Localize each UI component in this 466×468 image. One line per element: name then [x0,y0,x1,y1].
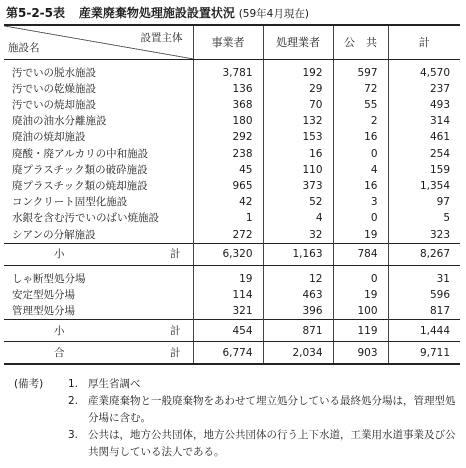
value-contractor: 192 [263,59,333,81]
col-header-total: 計 [388,25,460,59]
col-header-public: 公 共 [333,25,388,59]
value-total: 4,570 [388,59,460,81]
value-public: 16 [333,178,388,194]
value-total: 1,354 [388,178,460,194]
table-heading: 産業廃棄物処理施設設置状況 [78,6,235,20]
value-business: 272 [193,227,263,244]
value-business: 368 [193,97,263,113]
facility-name: 廃油の油水分離施設 [12,115,107,128]
value-public: 0 [333,146,388,162]
value-public: 72 [333,81,388,97]
subtotal-business: 6,320 [193,243,263,265]
value-total: 31 [388,265,460,287]
value-public: 4 [333,162,388,178]
facility-table [4,24,460,365]
value-total: 323 [388,227,460,244]
subtotal-business: 454 [193,320,263,342]
facility-row [4,178,460,194]
subtotal-total: 1,444 [388,320,460,342]
value-contractor: 153 [263,129,333,145]
facility-row [4,59,460,81]
facility-name: シアンの分解施設 [12,228,96,241]
value-public: 19 [333,287,388,303]
value-business: 321 [193,303,263,320]
value-total: 461 [388,129,460,145]
facility-row [4,162,460,178]
facility-name: 廃プラスチック類の破砕施設 [12,163,148,176]
facility-row [4,97,460,113]
value-total: 5 [388,210,460,226]
value-business: 292 [193,129,263,145]
facility-row [4,194,460,210]
table-date: (59年4月現在) [238,8,309,20]
value-contractor: 70 [263,97,333,113]
value-contractor: 4 [263,210,333,226]
value-public: 0 [333,210,388,226]
value-contractor: 12 [263,265,333,287]
notes [14,376,459,461]
value-total: 596 [388,287,460,303]
facility-name: コンクリート固型化施設 [12,196,128,209]
grand-total-contractor: 2,034 [263,342,333,365]
value-contractor: 29 [263,81,333,97]
facility-row [4,265,460,287]
subtotal-public: 119 [333,320,388,342]
facility-row [4,129,460,145]
subtotal-row [4,243,460,265]
facility-row [4,287,460,303]
value-business: 114 [193,287,263,303]
value-total: 254 [388,146,460,162]
corner-header-cell [4,25,193,59]
facility-name: 安定型処分場 [12,288,75,301]
note-2: 2. 産業廃棄物と一般廃棄物をあわせて埋立処分している最終処分場は，管理型処分場に含む。 [68,395,456,424]
facility-row [4,81,460,97]
value-business: 45 [193,162,263,178]
value-business: 42 [193,194,263,210]
subtotal-contractor: 871 [263,320,333,342]
value-public: 597 [333,59,388,81]
value-business: 238 [193,146,263,162]
col-header-business: 事業者 [193,25,263,59]
facility-name: 管理型処分場 [12,305,75,318]
value-total: 237 [388,81,460,97]
facility-row [4,146,460,162]
value-total: 159 [388,162,460,178]
facility-row [4,210,460,226]
value-total: 97 [388,194,460,210]
value-business: 180 [193,113,263,129]
value-contractor: 132 [263,113,333,129]
facility-name: 廃酸・廃アルカリの中和施設 [12,147,149,160]
subtotal-row [4,320,460,342]
facility-name: 汚でいの乾燥施設 [12,82,96,95]
grand-total-public: 903 [333,342,388,365]
facility-name: 廃油の焼却施設 [12,131,86,144]
col-header-contractor: 処理業者 [263,25,333,59]
table-title [6,4,309,21]
value-public: 55 [333,97,388,113]
facility-name: 汚でいの脱水施設 [12,66,96,79]
value-contractor: 32 [263,227,333,244]
facility-name: しゃ断型処分場 [12,272,86,285]
grand-total-row [4,342,460,365]
subtotal-label: 小 計 [4,320,193,342]
facility-name: 廃プラスチック類の焼却施設 [12,179,148,192]
value-contractor: 16 [263,146,333,162]
facility-row [4,303,460,320]
value-contractor: 463 [263,287,333,303]
value-public: 2 [333,113,388,129]
grand-total-total: 9,711 [388,342,460,365]
subtotal-total: 8,267 [388,243,460,265]
facility-row [4,227,460,244]
value-contractor: 110 [263,162,333,178]
value-public: 3 [333,194,388,210]
header-row [4,25,460,59]
facility-row [4,113,460,129]
facility-name: 汚でいの焼却施設 [12,98,96,111]
corner-header-owner: 設置主体 [140,32,183,44]
grand-total-label: 合 計 [4,342,193,365]
value-public: 100 [333,303,388,320]
facility-name: 水銀を含む汚でいのばい焼施設 [12,212,159,225]
subtotal-contractor: 1,163 [263,243,333,265]
value-contractor: 396 [263,303,333,320]
value-public: 16 [333,129,388,145]
value-contractor: 373 [263,178,333,194]
note-3: 3. 公共は，地方公共団体，地方公共団体の行う上下水道，工業用水道事業及び公共関与している法人である。 [68,429,456,458]
value-business: 3,781 [193,59,263,81]
value-business: 965 [193,178,263,194]
value-total: 817 [388,303,460,320]
value-business: 19 [193,265,263,287]
value-total: 314 [388,113,460,129]
value-business: 1 [193,210,263,226]
corner-header-facility: 施設名 [8,41,40,54]
value-public: 0 [333,265,388,287]
table-number: 第5-2-5表 [6,6,66,20]
grand-total-business: 6,774 [193,342,263,365]
value-business: 136 [193,81,263,97]
subtotal-public: 784 [333,243,388,265]
value-public: 19 [333,227,388,244]
note-1: (備考) 1. 厚生省調べ [14,376,459,393]
subtotal-label: 小 計 [4,243,193,265]
value-contractor: 52 [263,194,333,210]
notes-label: (備考) [14,378,44,390]
value-total: 493 [388,97,460,113]
